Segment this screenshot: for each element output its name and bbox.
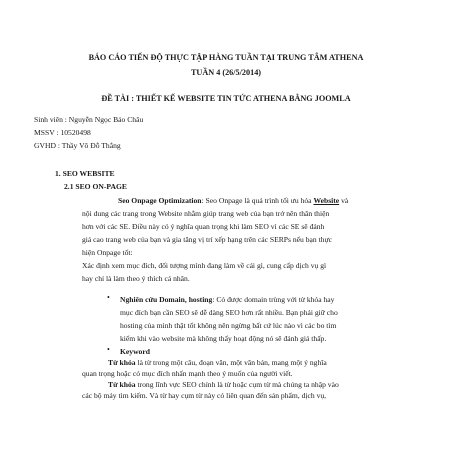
- para2-line1-text: là từ trong một câu, đoạn văn, một văn bản, mang một ý nghĩa: [135, 358, 327, 367]
- para1-line1-end: và: [339, 196, 349, 205]
- para1-term: Seo Onpage Optimization: [118, 196, 202, 205]
- para2-term1: Từ khóa: [108, 358, 136, 367]
- para1-line1-text: : Seo Onpage là quá trình tối ưu hóa: [201, 196, 314, 205]
- section-heading-seo-onpage: 2.1 SEO ON-PAGE: [64, 182, 127, 191]
- bullet1-line1: [120, 293, 334, 306]
- section-heading-seo-website: 1. SEO WEBSITE: [55, 169, 115, 178]
- student-name: Sinh viên : Nguyễn Ngọc Bảo Châu: [34, 115, 144, 124]
- bullet-dot-icon: •: [107, 293, 110, 302]
- para1-line5: hiện Onpage tốt:: [82, 248, 133, 257]
- para1-line1: [118, 194, 348, 207]
- bullet-dot-icon: •: [107, 345, 110, 354]
- report-title: BÁO CÁO TIẾN ĐỘ THỰC TẬP HÀNG TUẦN TẠI TRUNG TÂM ATHENA: [88, 53, 364, 62]
- bullet1-line2: mục đích bạn cần SEO sẽ dễ dàng SEO hơn rất nhiều. Bạn phải giữ cho: [120, 308, 338, 317]
- para2-term2: Từ khóa: [108, 380, 136, 389]
- website-link[interactable]: Website: [313, 196, 340, 205]
- bullet1-line4: kiếm khi vào website mà không thấy hoạt động nó sẽ đánh giá thấp.: [120, 334, 327, 343]
- para2-line2: quan trọng hoặc có mục đích nhấn mạnh theo ý muốn của người viết.: [82, 369, 293, 378]
- para1-line4: giá cao trang web của bạn và gia tăng vị trí xếp hạng trên các SERPs nếu bạn thực: [82, 235, 332, 244]
- bullet2-term: Keyword: [120, 347, 150, 356]
- bullet1-term: Nghiên cứu Domain, hosting: [120, 295, 213, 304]
- para1-line2: nội dung các trang trong Website nhằm giúp trang web của bạn trở nên thân thiện: [82, 209, 330, 218]
- para1-line3: hơn với các SE. Điều này có ý nghĩa quan trọng khi làm SEO vì các SE sẽ đánh: [82, 222, 325, 231]
- para1-line6: Xác định xem mục đích, đối tượng mình đang làm về cái gì, cung cấp dịch vụ gì: [82, 261, 327, 270]
- student-id: MSSV : 10520498: [34, 128, 91, 137]
- para1-line7: hay chỉ là làm theo ý thích cá nhân.: [82, 274, 190, 283]
- bullet1-line3: hosting của mình thật tốt không nên ngừng bất cứ lúc nào vì các bo tìm: [120, 321, 337, 330]
- supervisor: GVHD : Thầy Võ Đỗ Thắng: [34, 141, 121, 150]
- report-topic: ĐỀ TÀI : THIẾT KẾ WEBSITE TIN TỨC ATHENA BẰNG JOOMLA: [101, 94, 351, 103]
- para2-line3-text: trong lĩnh vực SEO chính là từ hoặc cụm từ mà chúng ta nhập vào: [135, 380, 339, 389]
- report-week: TUẦN 4 (26/5/2014): [190, 68, 262, 77]
- bullet1-line1-text: : Có được domain trùng với từ khóa hay: [212, 295, 335, 304]
- para2-line4: các bộ máy tìm kiếm. Và từ hay cụm từ này có liên quan đến sản phẩm, dịch vụ,: [82, 391, 327, 400]
